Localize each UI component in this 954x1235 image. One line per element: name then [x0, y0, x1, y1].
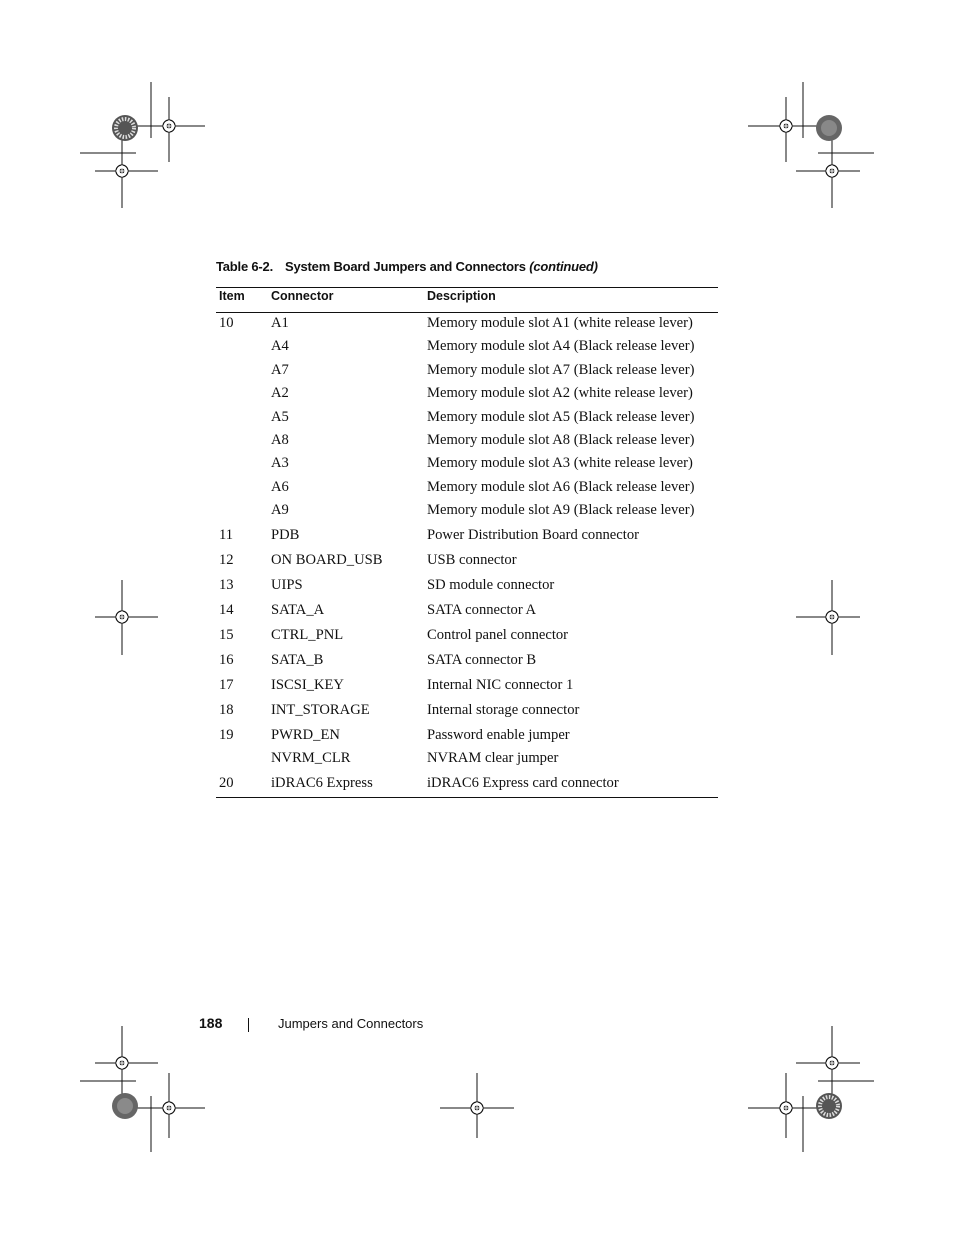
cell-item: 17 — [219, 677, 234, 693]
table-continued-note: (continued) — [529, 259, 598, 274]
table-caption — [216, 259, 598, 274]
cell-connector: A2 — [271, 385, 289, 401]
registration-mark-icon — [780, 120, 792, 132]
cell-connector: A8 — [271, 432, 289, 448]
cell-description: SATA connector A — [427, 602, 537, 618]
cell-connector: A3 — [271, 455, 289, 471]
cell-connector: A1 — [271, 315, 289, 331]
cell-description: Power Distribution Board connector — [427, 527, 639, 543]
registration-mark-icon — [471, 1102, 483, 1114]
cell-description: Password enable jumper — [427, 727, 570, 743]
cell-connector: PWRD_EN — [271, 727, 340, 743]
registration-mark-icon — [163, 120, 175, 132]
cell-item: 16 — [219, 652, 234, 668]
cell-description: Memory module slot A4 (Black release lever) — [427, 338, 695, 354]
cell-item: 15 — [219, 627, 234, 643]
cell-item: 10 — [219, 315, 234, 331]
cell-connector: A5 — [271, 409, 289, 425]
cell-item: 18 — [219, 702, 234, 718]
cell-description: Control panel connector — [427, 627, 569, 643]
cell-connector: SATA_B — [271, 652, 324, 668]
cell-description: Memory module slot A9 (Black release lever) — [427, 502, 695, 518]
footer-separator — [248, 1018, 249, 1032]
column-header-description: Description — [427, 289, 496, 303]
cell-connector: A9 — [271, 502, 289, 518]
cell-description: SD module connector — [427, 577, 555, 593]
cell-description: Internal storage connector — [427, 702, 580, 718]
cell-description: Memory module slot A7 (Black release lever) — [427, 362, 695, 378]
cell-description: Internal NIC connector 1 — [427, 677, 574, 693]
registration-mark-icon — [116, 611, 128, 623]
cell-item: 13 — [219, 577, 234, 593]
table-bottom-rule — [216, 797, 718, 798]
cell-description: Memory module slot A6 (Black release lever) — [427, 479, 695, 495]
cell-item: 12 — [219, 552, 234, 568]
cell-connector: A7 — [271, 362, 289, 378]
cell-description: SATA connector B — [427, 652, 537, 668]
page-number: 188 — [199, 1015, 223, 1031]
cell-description: Memory module slot A1 (white release lever) — [427, 315, 693, 331]
registration-mark-icon — [826, 1057, 838, 1069]
cell-connector: A6 — [271, 479, 289, 495]
registration-mark-icon — [780, 1102, 792, 1114]
cell-connector: ON BOARD_USB — [271, 552, 383, 568]
cell-description: iDRAC6 Express card connector — [427, 775, 619, 791]
cell-item: 20 — [219, 775, 234, 791]
table-title: System Board Jumpers and Connectors — [285, 259, 526, 274]
cell-description: Memory module slot A3 (white release lever) — [427, 455, 693, 471]
cell-item: 14 — [219, 602, 234, 618]
cell-connector: INT_STORAGE — [271, 702, 370, 718]
cell-item: 19 — [219, 727, 234, 743]
registration-mark-icon — [163, 1102, 175, 1114]
column-header-connector: Connector — [271, 289, 334, 303]
registration-mark-icon — [116, 1057, 128, 1069]
cell-description: Memory module slot A5 (Black release lever) — [427, 409, 695, 425]
table-number: Table 6-2. — [216, 259, 274, 274]
footer-section-title: Jumpers and Connectors — [278, 1016, 424, 1031]
cell-description: NVRAM clear jumper — [427, 750, 559, 766]
table-top-rule — [216, 287, 718, 288]
table-header-rule — [216, 312, 718, 313]
cell-connector: SATA_A — [271, 602, 325, 618]
column-header-item: Item — [219, 289, 245, 303]
cell-connector: ISCSI_KEY — [271, 677, 344, 693]
cell-connector: PDB — [271, 527, 300, 543]
cell-connector: iDRAC6 Express — [271, 775, 373, 791]
cell-description: Memory module slot A8 (Black release lever) — [427, 432, 695, 448]
registration-mark-icon — [826, 611, 838, 623]
cell-item: 11 — [219, 527, 234, 543]
registration-mark-icon — [826, 165, 838, 177]
cell-description: USB connector — [427, 552, 517, 568]
registration-mark-icon — [116, 165, 128, 177]
cell-connector: UIPS — [271, 577, 303, 593]
cell-connector: A4 — [271, 338, 289, 354]
cell-connector: NVRM_CLR — [271, 750, 351, 766]
cell-description: Memory module slot A2 (white release lever) — [427, 385, 693, 401]
cell-connector: CTRL_PNL — [271, 627, 344, 643]
